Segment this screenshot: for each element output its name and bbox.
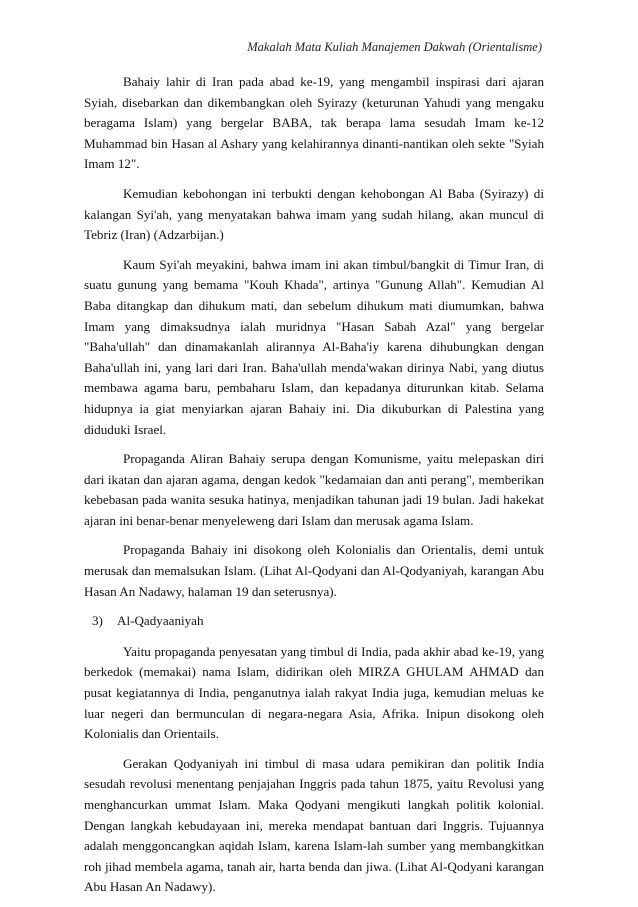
paragraph-qadyaaniyah-origin: Yaitu propaganda penyesatan yang timbul di India, pada akhir abad ke-19, yang berkedok (memakai) nama Islam, didirikan oleh MIRZA GHULAM AHMAD dan pusat kegiatannya di India, penganutnya ialah rakyat India juga, kemudian meluas ke luar negeri dan bermunculan di negara-negara Asia, Afrika. Inipun disokong oleh Kolonialis dan Orientails. [84,643,544,742]
paragraph-colonial-support: Propaganda Bahaiy ini disokong oleh Kolonialis dan Orientalis, demi untuk merusak dan memalsukan Islam. (Lihat Al-Qodyani dan Al-Qodyaniyah, karangan Abu Hasan An Nadawy, halaman 19 dan seterusnya). [84,542,544,599]
paragraph-bahaiy-propaganda: Propaganda Aliran Bahaiy serupa dengan Komunisme, yaitu melepaskan diri dari ikatan dan ajaran agama, dengan kedok "kedamaian dan anti perang", memberikan kebebasan pada wanita sesuka hatinya, menjadikan tahunan jadi 19 bulan. Jadi hakekat ajaran ini benar-benar menyeleweng dari Islam dan merusak agama Islam. [84,451,544,528]
document-body [84,72,544,907]
running-header: Makalah Mata Kuliah Manajemen Dakwah (Orientalisme) [247,40,542,54]
section-title: Al-Qadyaaniyah [117,613,204,629]
section-heading-qadyaaniyah [84,611,544,632]
paragraph-shia-belief: Kaum Syi'ah meyakini, bahwa imam ini akan timbul/bangkit di Timur Iran, di suatu gunung yang bemama "Kouh Khada", artinya "Gunung Allah". Kemudian Al Baba ditangkap dan dihukum mati, dan sebelum dihukum mati diumumkan, bahwa Imam yang dimaksudnya ialah muridnya "Hasan Sabah Azal" yang bergelar "Baha'ullah" dan dinamakanlah alirannya Al-Baha'iy karena dihubungkan dengan Baha'ullah ini, yang lari dari Iran. Baha'ullah menda'wakan dirinya Nabi, yang diutus membawa agama baru, pembaharu Islam, dan kepadanya diturunkan kitab. Selama hidupnya ia giat menyiarkan ajaran Bahaiy ini. Dia dikuburkan di Palestina yang diduduki Israel. [84,256,544,437]
section-number: 3) [92,613,103,629]
paragraph-bahaiy-origin: Bahaiy lahir di Iran pada abad ke-19, yang mengambil inspirasi dari ajaran Syiah, disebarkan dan dikembangkan oleh Syirazy (keturunan Yahudi yang mengaku beragama Islam) yang bergelar BABA, tak berapa lama sesudah Imam ke-12 Muhammad bin Hasan al Ashary yang kelahirannya dinanti-nantikan oleh sekte "Syiah Imam 12". [84,74,544,172]
paragraph-al-baba-claim: Kemudian kebohongan ini terbukti dengan kehobongan Al Baba (Syirazy) di kalangan Syi'ah, yang menyatakan bahwa imam yang sudah hilang, akan muncul di Tebriz (Iran) (Adzarbijan.) [84,185,544,243]
paragraph-qodyaniyah-movement: Gerakan Qodyaniyah ini timbul di masa udara pemikiran dan politik India sesudah revolusi menentang penjajahan Inggris pada tahun 1875, yaitu Revolusi yang menghancurkan ummat Islam. Maka Qodyani mengikuti langkah politik kolonial. Dengan langkah kebudayaan ini, mereka mendapat bantuan dari Inggris. Tujuannya adalah menggoncangkan aqidah Islam, karena Islam-lah sumber yang membangkitkan roh jihad membela agama, tanah air, harta benda dan jiwa. (Lihat Al-Qodyani karangan Abu Hasan An Nadawy). [84,755,544,895]
